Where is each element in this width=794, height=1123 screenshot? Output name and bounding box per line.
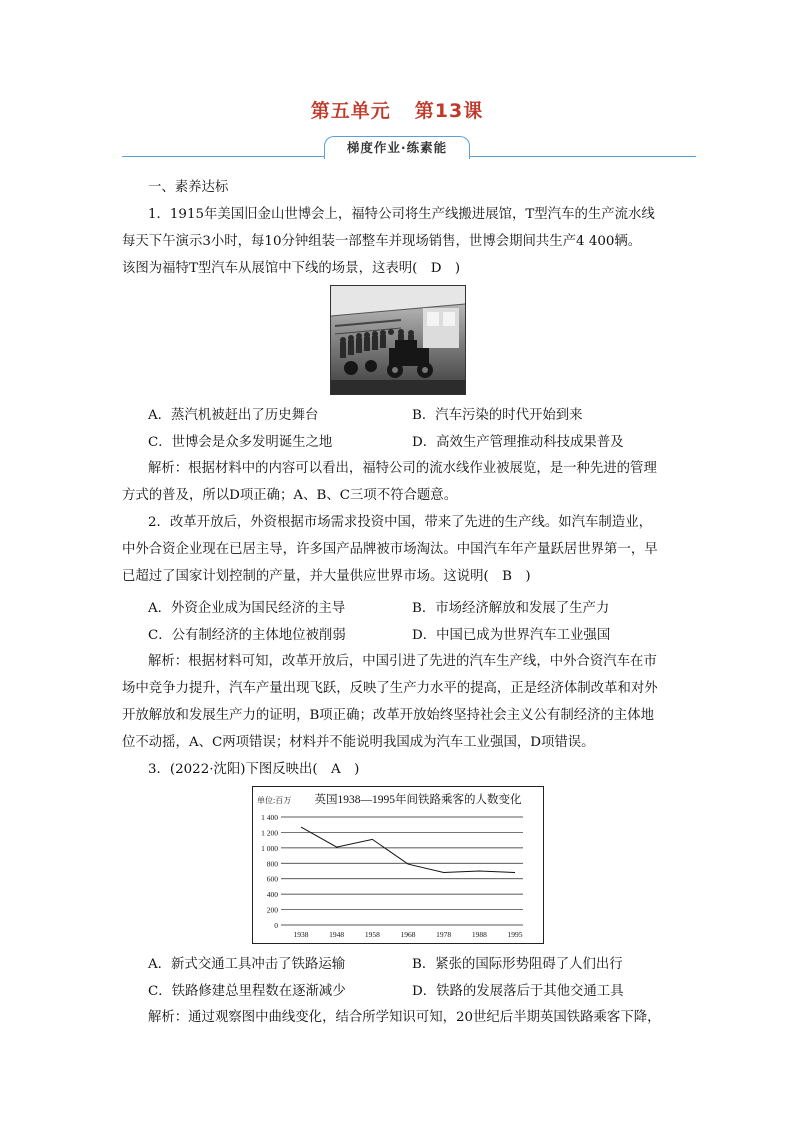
question-1-option-d: D．高效生产管理推动科技成果普及 bbox=[412, 435, 624, 450]
question-3-line: 3．(2022·沈阳)下图反映出( A ) bbox=[148, 762, 360, 777]
question-3-option-b: B．紧张的国际形势阻碍了人们出行 bbox=[412, 957, 623, 972]
y-tick-label: 1 200 bbox=[261, 828, 278, 838]
question-2-analysis-line-1: 解析：根据材料可知，改革开放后，中国引进了先进的汽车生产线，中外合资汽车在市 bbox=[148, 654, 657, 669]
question-2-option-c: C．公有制经济的主体地位被削弱 bbox=[148, 628, 346, 643]
question-1-analysis-line-2: 方式的普及，所以D项正确；A、B、C三项不符合题意。 bbox=[122, 488, 458, 503]
question-2-option-d: D．中国已成为世界汽车工业强国 bbox=[412, 628, 611, 643]
x-tick-label: 1995 bbox=[507, 930, 523, 939]
question-3-analysis: 解析：通过观察图中曲线变化，结合所学知识可知，20世纪后半期英国铁路乘客下降， bbox=[148, 1010, 661, 1025]
chart-title: 英国1938—1995年间铁路乘客的人数变化 bbox=[314, 794, 522, 806]
chart-unit-label: 单位:百万 bbox=[257, 796, 292, 805]
y-tick-label: 200 bbox=[266, 905, 278, 915]
line-chart bbox=[253, 787, 543, 943]
section-heading: 一、素养达标 bbox=[148, 180, 229, 195]
series-line bbox=[301, 827, 515, 873]
question-3-option-d: D．铁路的发展落后于其他交通工具 bbox=[412, 984, 624, 999]
rail-passenger-chart bbox=[252, 786, 544, 944]
ford-assembly-photo bbox=[330, 285, 466, 395]
question-1-analysis-line-1: 解析：根据材料中的内容可以看出，福特公司的流水线作业被展览，是一种先进的管理 bbox=[148, 461, 657, 476]
question-1-option-a: A．蒸汽机被赶出了历史舞台 bbox=[148, 408, 319, 423]
question-3-option-a: A．新式交通工具冲击了铁路运输 bbox=[148, 957, 346, 972]
question-1-line-2: 每天下午演示3小时，每10分钟组装一部整车并现场销售，世博会期间共生产4 400辆。 bbox=[122, 234, 642, 249]
x-tick-label: 1978 bbox=[436, 930, 452, 939]
x-tick-label: 1938 bbox=[293, 930, 309, 939]
question-1-line-1: 1．1915年美国旧金山世博会上，福特公司将生产线搬进展馆，T型汽车的生产流水线 bbox=[148, 207, 655, 222]
question-2-analysis-line-4: 位不动摇，A、C两项错误；材料并不能说明我国成为汽车工业强国，D项错误。 bbox=[122, 735, 595, 750]
y-tick-label: 600 bbox=[266, 874, 278, 884]
homework-banner: 梯度作业·练素能 bbox=[324, 136, 470, 159]
x-tick-label: 1948 bbox=[329, 930, 345, 939]
y-tick-label: 0 bbox=[274, 921, 278, 930]
unit-label: 第五单元 bbox=[310, 100, 391, 122]
lesson-label: 第13课 bbox=[414, 100, 484, 122]
y-tick-label: 1 400 bbox=[261, 813, 278, 822]
question-2-line-2: 中外合资企业现在已居主导，许多国产品牌被市场淘汰。中国汽车年产量跃居世界第一，早 bbox=[122, 542, 658, 557]
y-tick-label: 1 000 bbox=[261, 843, 278, 853]
y-tick-label: 800 bbox=[266, 859, 278, 869]
question-2-analysis-line-3: 开放解放和发展生产力的证明，B项正确；改革开放始终坚持社会主义公有制经济的主体地 bbox=[122, 708, 655, 723]
lesson-title bbox=[0, 96, 794, 123]
x-tick-label: 1968 bbox=[400, 930, 416, 939]
y-tick-label: 400 bbox=[266, 890, 278, 900]
question-2-analysis-line-2: 场中竞争力提升，汽车产量出现飞跃，反映了生产力水平的提高，正是经济体制改革和对外 bbox=[122, 681, 658, 696]
question-3-option-c: C．铁路修建总里程数在逐渐减少 bbox=[148, 984, 346, 999]
x-tick-label: 1988 bbox=[471, 930, 487, 939]
x-tick-label: 1958 bbox=[364, 930, 380, 939]
question-2-option-a: A．外资企业成为国民经济的主导 bbox=[148, 601, 346, 616]
question-2-line-1: 2．改革开放后，外资根据市场需求投资中国，带来了先进的生产线。如汽车制造业， bbox=[148, 515, 652, 530]
question-1-option-c: C．世博会是众多发明诞生之地 bbox=[148, 435, 333, 450]
question-2-line-3: 已超过了国家计划控制的产量，并大量供应世界市场。这说明( B ) bbox=[122, 569, 531, 584]
question-2-option-b: B．市场经济解放和发展了生产力 bbox=[412, 601, 610, 616]
question-1-option-b: B．汽车污染的时代开始到来 bbox=[412, 408, 583, 423]
question-1-line-3: 该图为福特T型汽车从展馆中下线的场景，这表明( D ) bbox=[122, 261, 461, 276]
